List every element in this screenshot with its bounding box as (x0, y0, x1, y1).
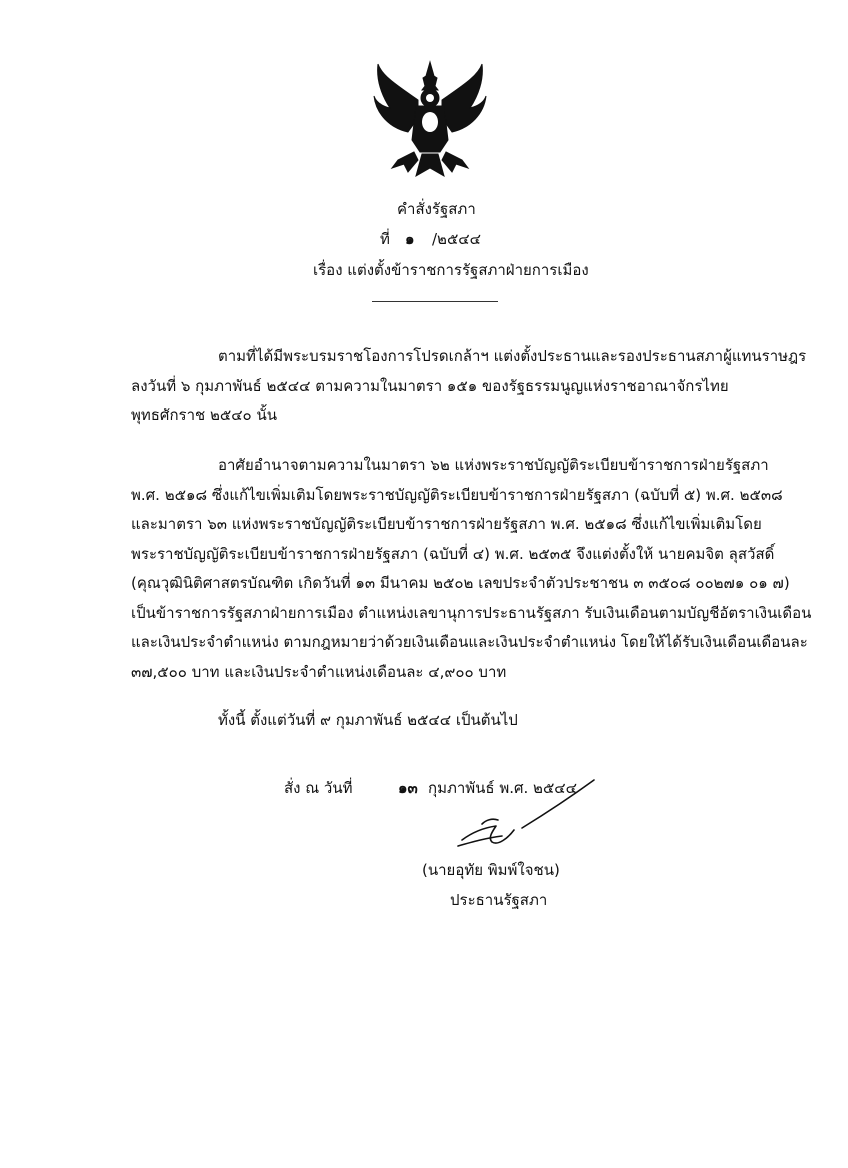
order-number-year: /๒๕๔๔ (432, 230, 481, 248)
signature-mark (452, 776, 602, 850)
paragraph2-line8: ๓๗,๕๐๐ บาท และเงินประจำตำแหน่งเดือนละ ๔,๙๐๐ บาท (131, 663, 507, 681)
garuda-emblem-icon (368, 56, 492, 182)
paragraph2-line7: และเงินประจำตำแหน่ง ตามกฎหมายว่าด้วยเงินเดือนและเงินประจำตำแหน่ง โดยให้ได้รับเงินเดือนเดือนละ (131, 633, 808, 651)
paragraph1-line3: พุทธศักราช ๒๕๔๐ นั้น (131, 406, 277, 424)
order-number: ๑ (405, 230, 415, 248)
paragraph2-line2: พ.ศ. ๒๕๑๘ ซึ่งแก้ไขเพิ่มเติมโดยพระราชบัญญัติระเบียบข้าราชการฝ่ายรัฐสภา (ฉบับที่ ๕) พ.ศ. ๒๕๓๘ (131, 486, 783, 504)
signatory-position: ประธานรัฐสภา (450, 891, 548, 909)
order-date-day: ๑๓ (398, 779, 418, 797)
order-subject: เรื่อง แต่งตั้งข้าราชการรัฐสภาฝ่ายการเมือง (313, 261, 589, 279)
document-title: คำสั่งรัฐสภา (397, 200, 476, 218)
paragraph2-line5: (คุณวุฒินิติศาสตรบัณฑิต เกิดวันที่ ๑๓ มีนาคม ๒๕๐๒ เลขประจำตัวประชาชน ๓ ๓๕๐๘ ๐๐๒๗๑ ๐๑ ๗) (131, 574, 790, 592)
paragraph2-line6: เป็นข้าราชการรัฐสภาฝ่ายการเมือง ตำแหน่งเลขานุการประธานรัฐสภา รับเงินเดือนตามบัญชีอัตราเงินเดือน (131, 604, 812, 622)
header-divider (372, 301, 498, 302)
paragraph1-line2: ลงวันที่ ๖ กุมภาพันธ์ ๒๕๔๔ ตามความในมาตรา ๑๕๑ ของรัฐธรรมนูญแห่งราชอาณาจักรไทย (131, 377, 729, 395)
order-number-prefix: ที่ (380, 230, 390, 248)
order-date-prefix: สั่ง ณ วันที่ (284, 779, 353, 797)
order-date-rest: กุมภาพันธ์ พ.ศ. ๒๕๔๔ (428, 779, 578, 797)
signatory-name: (นายอุทัย พิมพ์ใจชน) (422, 861, 560, 879)
paragraph2-line1: อาศัยอำนาจตามความในมาตรา ๖๒ แห่งพระราชบัญญัติระเบียบข้าราชการฝ่ายรัฐสภา (218, 456, 769, 474)
paragraph3: ทั้งนี้ ตั้งแต่วันที่ ๙ กุมภาพันธ์ ๒๕๔๔ เป็นต้นไป (218, 711, 518, 729)
paragraph2-line3: และมาตรา ๖๓ แห่งพระราชบัญญัติระเบียบข้าราชการฝ่ายรัฐสภา พ.ศ. ๒๕๑๘ ซึ่งแก้ไขเพิ่มเติมโดย (131, 515, 762, 533)
paragraph2-line4: พระราชบัญญัติระเบียบข้าราชการฝ่ายรัฐสภา (ฉบับที่ ๔) พ.ศ. ๒๕๓๕ จึงแต่งตั้งให้ นายคมจิต ลุสวัสดิ์ (131, 545, 775, 563)
paragraph1-line1: ตามที่ได้มีพระบรมราชโองการโปรดเกล้าฯ แต่งตั้งประธานและรองประธานสภาผู้แทนราษฎร (218, 347, 807, 365)
